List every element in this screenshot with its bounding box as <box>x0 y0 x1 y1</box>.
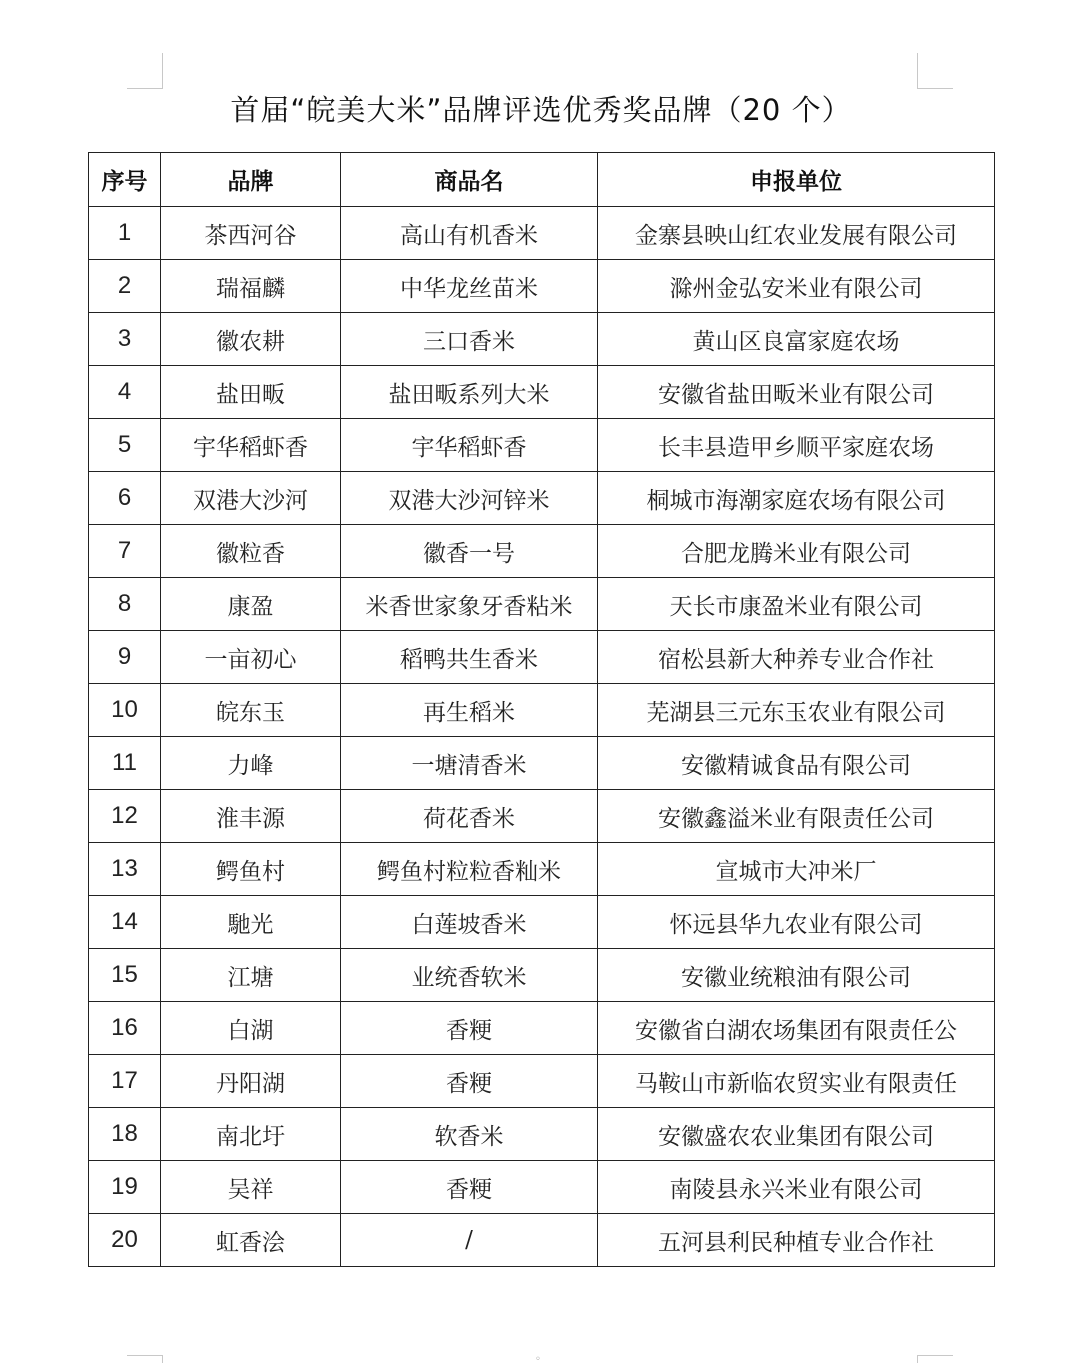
cell-brand: 瑞福麟 <box>161 260 341 313</box>
table-row <box>89 737 995 790</box>
cell-brand: 白湖 <box>161 1002 341 1055</box>
header-applicant: 申报单位 <box>598 153 995 207</box>
cell-product-name: 鳄鱼村粒粒香籼米 <box>341 843 598 896</box>
cell-product-name: 香粳 <box>341 1161 598 1214</box>
cell-product-name: 香粳 <box>341 1055 598 1108</box>
cell-brand: 虹香浍 <box>161 1214 341 1267</box>
cell-index: 8 <box>89 578 161 631</box>
header-brand: 品牌 <box>161 153 341 207</box>
cell-product-name: 中华龙丝苗米 <box>341 260 598 313</box>
cell-product-name: 业统香软米 <box>341 949 598 1002</box>
cell-applicant: 安徽业统粮油有限公司 <box>598 949 995 1002</box>
cell-brand: 皖东玉 <box>161 684 341 737</box>
cell-applicant: 滁州金弘安米业有限公司 <box>598 260 995 313</box>
table-row <box>89 419 995 472</box>
cell-product-name: 米香世家象牙香粘米 <box>341 578 598 631</box>
cell-brand: 丹阳湖 <box>161 1055 341 1108</box>
table-row <box>89 313 995 366</box>
crop-mark-top-right <box>917 53 953 89</box>
cell-index: 12 <box>89 790 161 843</box>
cell-applicant: 天长市康盈米业有限公司 <box>598 578 995 631</box>
cell-index: 10 <box>89 684 161 737</box>
cell-brand: 鳄鱼村 <box>161 843 341 896</box>
cell-index: 14 <box>89 896 161 949</box>
cell-applicant: 怀远县华九农业有限公司 <box>598 896 995 949</box>
cell-applicant: 安徽鑫溢米业有限责任公司 <box>598 790 995 843</box>
cell-applicant: 合肥龙腾米业有限公司 <box>598 525 995 578</box>
cell-brand: 力峰 <box>161 737 341 790</box>
crop-mark-top-left <box>127 53 163 89</box>
cell-index: 17 <box>89 1055 161 1108</box>
cell-applicant: 安徽省盐田畈米业有限公司 <box>598 366 995 419</box>
table-row <box>89 260 995 313</box>
cell-applicant: 宿松县新大种养专业合作社 <box>598 631 995 684</box>
cell-applicant: 金寨县映山红农业发展有限公司 <box>598 207 995 260</box>
cell-index: 15 <box>89 949 161 1002</box>
cell-brand: 一亩初心 <box>161 631 341 684</box>
cell-index: 16 <box>89 1002 161 1055</box>
cell-applicant: 马鞍山市新临农贸实业有限责任 <box>598 1055 995 1108</box>
cell-applicant: 长丰县造甲乡顺平家庭农场 <box>598 419 995 472</box>
cell-product-name: 一塘清香米 <box>341 737 598 790</box>
cell-product-name: 盐田畈系列大米 <box>341 366 598 419</box>
cell-product-name: 软香米 <box>341 1108 598 1161</box>
page-mark: ◦ <box>535 1354 541 1365</box>
cell-product-name: 荷花香米 <box>341 790 598 843</box>
table-row <box>89 1055 995 1108</box>
cell-brand: 徽农耕 <box>161 313 341 366</box>
cell-applicant: 安徽精诚食品有限公司 <box>598 737 995 790</box>
table-body <box>89 207 995 1267</box>
cell-applicant: 芜湖县三元东玉农业有限公司 <box>598 684 995 737</box>
table-row <box>89 525 995 578</box>
table-row <box>89 207 995 260</box>
cell-brand: 宇华稻虾香 <box>161 419 341 472</box>
cell-brand: 吴祥 <box>161 1161 341 1214</box>
cell-applicant: 安徽省白湖农场集团有限责任公 <box>598 1002 995 1055</box>
table-header-row <box>89 153 995 207</box>
cell-brand: 江塘 <box>161 949 341 1002</box>
table-row <box>89 366 995 419</box>
cell-brand: 茶西河谷 <box>161 207 341 260</box>
cell-index: 9 <box>89 631 161 684</box>
cell-brand: 淮丰源 <box>161 790 341 843</box>
cell-index: 11 <box>89 737 161 790</box>
cell-index: 18 <box>89 1108 161 1161</box>
table-row <box>89 1108 995 1161</box>
cell-index: 19 <box>89 1161 161 1214</box>
table-row <box>89 1002 995 1055</box>
table-row <box>89 949 995 1002</box>
cell-applicant: 五河县利民种植专业合作社 <box>598 1214 995 1267</box>
table-row <box>89 1161 995 1214</box>
cell-product-name: 稻鸭共生香米 <box>341 631 598 684</box>
cell-product-name: 三口香米 <box>341 313 598 366</box>
cell-product-name: 高山有机香米 <box>341 207 598 260</box>
cell-applicant: 安徽盛农农业集团有限公司 <box>598 1108 995 1161</box>
table-row <box>89 684 995 737</box>
header-index: 序号 <box>89 153 161 207</box>
table-row <box>89 631 995 684</box>
cell-index: 4 <box>89 366 161 419</box>
cell-applicant: 宣城市大冲米厂 <box>598 843 995 896</box>
cell-index: 3 <box>89 313 161 366</box>
cell-applicant: 桐城市海潮家庭农场有限公司 <box>598 472 995 525</box>
table-row <box>89 896 995 949</box>
cell-index: 7 <box>89 525 161 578</box>
cell-index: 6 <box>89 472 161 525</box>
cell-product-name: 白莲坡香米 <box>341 896 598 949</box>
cell-brand: 南北圩 <box>161 1108 341 1161</box>
cell-index: 2 <box>89 260 161 313</box>
cell-product-name: 宇华稻虾香 <box>341 419 598 472</box>
cell-index: 13 <box>89 843 161 896</box>
cell-applicant: 南陵县永兴米业有限公司 <box>598 1161 995 1214</box>
header-product-name: 商品名 <box>341 153 598 207</box>
table-row <box>89 843 995 896</box>
cell-brand: 康盈 <box>161 578 341 631</box>
cell-brand: 馳光 <box>161 896 341 949</box>
cell-brand: 双港大沙河 <box>161 472 341 525</box>
table-row <box>89 472 995 525</box>
cell-product-name: 徽香一号 <box>341 525 598 578</box>
cell-index: 5 <box>89 419 161 472</box>
table-row <box>89 1214 995 1267</box>
document-title: 首届“皖美大米”品牌评选优秀奖品牌（20 个） <box>230 93 852 127</box>
cell-index: 1 <box>89 207 161 260</box>
cell-product-name: 双港大沙河锌米 <box>341 472 598 525</box>
cell-product-name: 再生稻米 <box>341 684 598 737</box>
table-row <box>89 790 995 843</box>
cell-product-name: 香粳 <box>341 1002 598 1055</box>
table-row <box>89 578 995 631</box>
cell-applicant: 黄山区良富家庭农场 <box>598 313 995 366</box>
cell-brand: 徽粒香 <box>161 525 341 578</box>
cell-index: 20 <box>89 1214 161 1267</box>
awards-table <box>88 152 995 1267</box>
cell-product-name: / <box>341 1214 598 1267</box>
cell-brand: 盐田畈 <box>161 366 341 419</box>
